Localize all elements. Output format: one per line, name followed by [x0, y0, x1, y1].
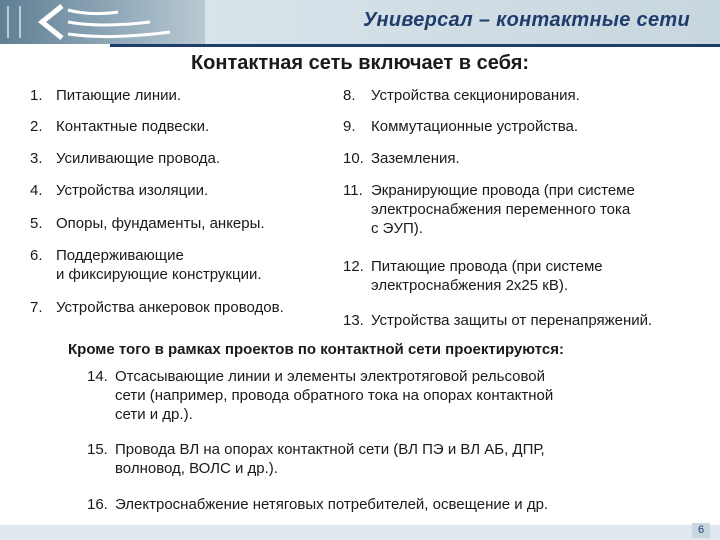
item-text-continued: волновод, ВОЛС и др.).	[115, 460, 278, 477]
item-number: 12.	[343, 258, 364, 275]
item-number: 4.	[30, 182, 43, 199]
item-text: Коммутационные устройства.	[371, 118, 579, 135]
item-text: Устройства изоляции.	[56, 182, 209, 199]
item-number: 1.	[30, 87, 43, 104]
list-item	[87, 440, 545, 478]
item-number: 15.	[87, 441, 108, 458]
company-logo-icon	[0, 0, 200, 44]
header-rule	[110, 44, 720, 47]
item-text: Экранирующие провода (при системе	[371, 182, 635, 199]
footer-bar	[0, 525, 720, 540]
item-text: Отсасывающие линии и элементы электротяговой рельсовой	[115, 368, 546, 385]
list-item	[30, 86, 181, 105]
item-text-continued: сети (например, провода обратного тока на опорах контактной	[115, 387, 554, 404]
item-text: Устройства защиты от перенапряжений.	[371, 312, 653, 329]
item-number: 6.	[30, 247, 43, 264]
list-item	[30, 117, 209, 136]
list-item	[30, 181, 208, 200]
item-text: Устройства анкеровок проводов.	[56, 299, 284, 316]
item-text-continued: с ЭУП).	[371, 220, 423, 237]
header-banner	[0, 0, 720, 44]
item-number: 14.	[87, 368, 108, 385]
additional-section-heading: Кроме того в рамках проектов по контактной сети проектируются:	[68, 341, 564, 358]
item-text: Опоры, фундаменты, анкеры.	[56, 215, 265, 232]
list-item	[343, 311, 652, 330]
item-number: 8.	[343, 87, 356, 104]
list-item	[30, 214, 265, 233]
item-text: Питающие линии.	[56, 87, 182, 104]
item-text: Провода ВЛ на опорах контактной сети (ВЛ ПЭ и ВЛ АБ, ДПР,	[115, 441, 545, 458]
list-item	[30, 246, 262, 284]
item-text: Усиливающие провода.	[56, 150, 221, 167]
item-text: Контактные подвески.	[56, 118, 210, 135]
item-number: 2.	[30, 118, 43, 135]
list-item	[343, 149, 460, 168]
list-item	[343, 257, 603, 295]
item-number: 7.	[30, 299, 43, 316]
item-text: Устройства секционирования.	[371, 87, 580, 104]
item-text: Питающие провода (при системе	[371, 258, 603, 275]
item-text: Поддерживающие	[56, 247, 184, 264]
item-number: 5.	[30, 215, 43, 232]
list-item	[343, 86, 580, 105]
list-item	[30, 149, 220, 168]
slide-title: Контактная сеть включает в себя:	[190, 52, 530, 74]
item-number: 11.	[343, 182, 363, 199]
list-item	[87, 367, 553, 424]
list-item	[343, 181, 635, 238]
header-title: Универсал – контактные сети	[363, 9, 690, 31]
list-item	[87, 495, 548, 514]
item-number: 10.	[343, 150, 364, 167]
list-item	[343, 117, 578, 136]
item-number: 3.	[30, 150, 43, 167]
item-text: Электроснабжение нетяговых потребителей, освещение и др.	[115, 496, 549, 513]
list-item	[30, 298, 284, 317]
item-number: 9.	[343, 118, 356, 135]
item-number: 16.	[87, 496, 108, 513]
item-number: 13.	[343, 312, 364, 329]
page-number: 6	[692, 523, 710, 538]
item-text-continued: сети и др.).	[115, 406, 193, 423]
item-text: Заземления.	[371, 150, 460, 167]
item-text-continued: электроснабжения переменного тока	[371, 201, 631, 218]
item-text-continued: и фиксирующие конструкции.	[56, 266, 262, 283]
item-text-continued: электроснабжения 2х25 кВ).	[371, 277, 569, 294]
